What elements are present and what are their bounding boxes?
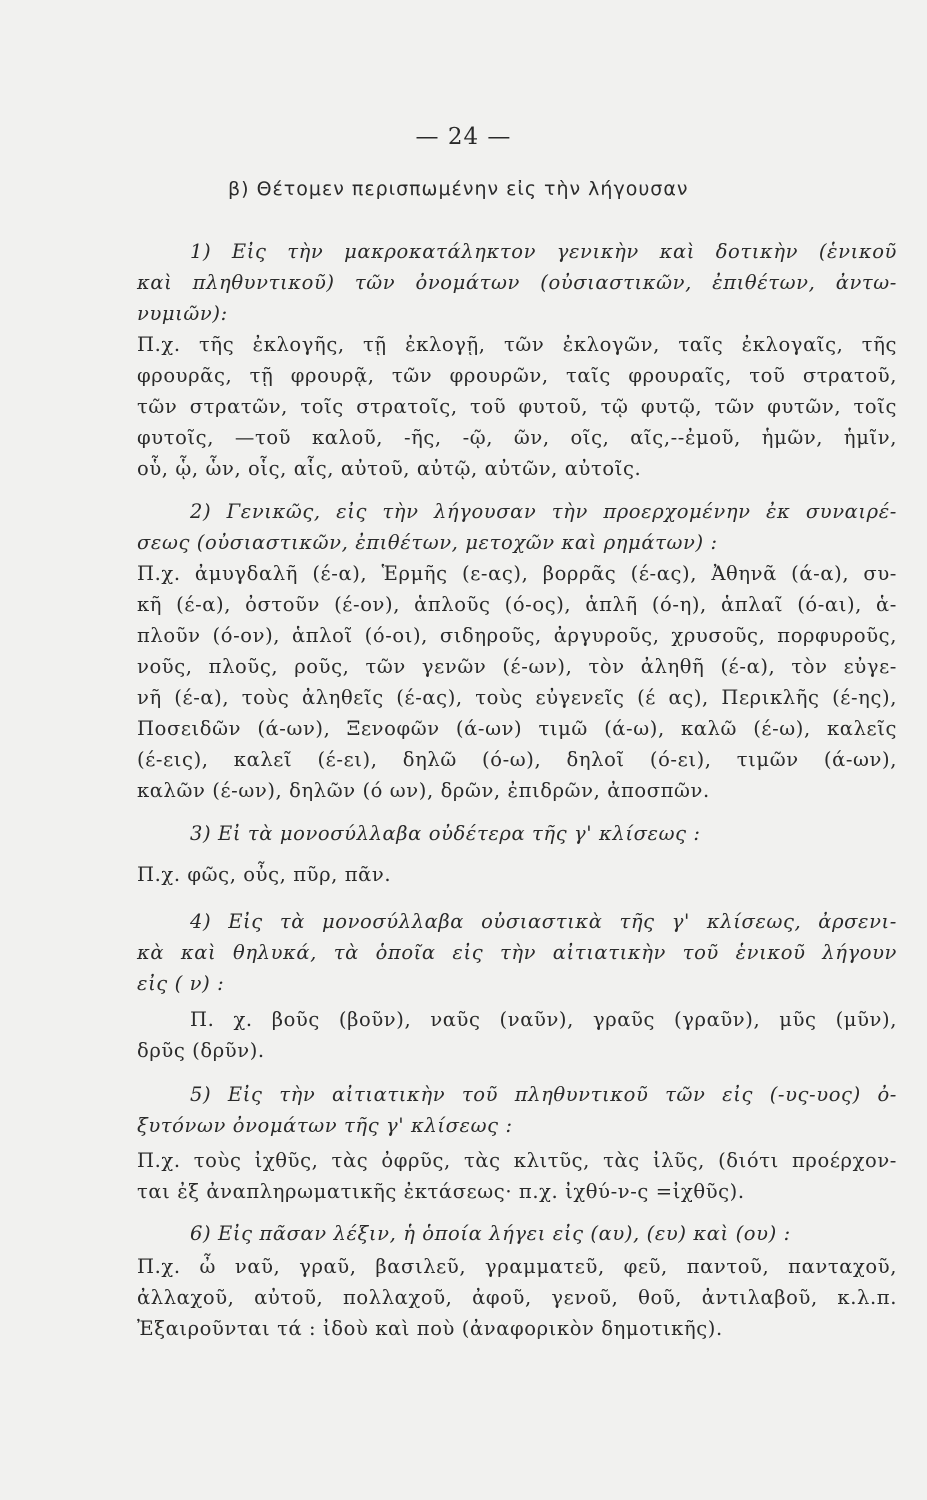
text-line: νῆ (έ-α), τοὺς ἀληθεῖς (έ-ας), τοὺς εὐγενεῖς (έ ας), Περικλῆς (έ-ης), — [137, 686, 897, 709]
text-line: Π.χ. τῆς ἐκλογῆς, τῇ ἐκλογῇ, τῶν ἐκλογῶν, ταῖς ἐκλογαῖς, τῆς — [137, 333, 897, 356]
text-line: 5) Εἰς τὴν αἰτιατικὴν τοῦ πληθυντικοῦ τῶν εἰς (-υς-υος) ὀ- — [190, 1083, 897, 1106]
text-line: κὰ καὶ θηλυκά, τὰ ὁποῖα εἰς τὴν αἰτιατικὴν τοῦ ἑνικοῦ λήγουν — [137, 941, 897, 964]
text-line: εἰς ( ν) : — [137, 972, 225, 995]
text-line: τῶν στρατῶν, τοῖς στρατοῖς, τοῦ φυτοῦ, τῷ φυτῷ, τῶν φυτῶν, τοῖς — [137, 395, 897, 418]
text-line: 2) Γενικῶς, εἰς τὴν λήγουσαν τὴν προερχομένην ἐκ συναιρέ- — [190, 500, 897, 523]
text-line: σεως (οὐσιαστικῶν, ἐπιθέτων, μετοχῶν καὶ ρημάτων) : — [137, 531, 718, 554]
text-line: οὗ, ᾧ, ὧν, οἷς, αἷς, αὐτοῦ, αὐτῷ, αὐτῶν, αὐτοῖς. — [137, 457, 642, 480]
text-line: ται ἐξ ἀναπληρωματικῆς ἐκτάσεως· π.χ. ἰχθύ-ν-ς =ἰχθῦς). — [137, 1180, 745, 1203]
text-line: (έ-εις), καλεῖ (έ-ει), δηλῶ (ό-ω), δηλοῖ (ό-ει), τιμῶν (ά-ων), — [137, 748, 897, 771]
page-number: — 24 — — [415, 124, 512, 150]
text-line: φυτοῖς, —τοῦ καλοῦ, -ῆς, -ῷ, ῶν, οῖς, αῖς,--ἐμοῦ, ἡμῶν, ἡμῖν, — [137, 426, 897, 449]
text-line: 3) Εἰ τὰ μονοσύλλαβα οὐδέτερα τῆς γ' κλίσεως : — [190, 822, 701, 845]
text-line: Π.χ. ὦ ναῦ, γραῦ, βασιλεῦ, γραμματεῦ, φεῦ, παντοῦ, πανταχοῦ, — [137, 1255, 897, 1278]
text-line: νοῦς, πλοῦς, ροῦς, τῶν γενῶν (έ-ων), τὸν ἀληθῆ (έ-α), τὸν εὐγε- — [137, 655, 897, 678]
text-line: Ποσειδῶν (ά-ων), Ξενοφῶν (ά-ων) τιμῶ (ά-ω), καλῶ (έ-ω), καλεῖς — [137, 717, 897, 740]
text-line: Π.χ. ἀμυγδαλῆ (έ-α), Ἑρμῆς (ε-ας), βορρᾶς (έ-ας), Ἀθηνᾶ (ά-α), συ- — [137, 562, 897, 585]
section-heading: β) Θέτομεν περισπωμένην εἰς τὴν λήγουσαν — [228, 178, 689, 200]
text-line: ξυτόνων ὀνομάτων τῆς γ' κλίσεως : — [137, 1114, 513, 1137]
text-line: φρουρᾶς, τῇ φρουρᾷ, τῶν φρουρῶν, ταῖς φρουραῖς, τοῦ στρατοῦ, — [137, 364, 897, 387]
text-line: 1) Εἰς τὴν μακροκατάληκτον γενικὴν καὶ δοτικὴν (ἑνικοῦ — [190, 240, 897, 263]
text-line: Π.χ. τοὺς ἰχθῦς, τὰς ὀφρῦς, τὰς κλιτῦς, τὰς ἰλῦς, (διότι προέρχον- — [137, 1149, 897, 1172]
text-line: Π.χ. φῶς, οὖς, πῦρ, πᾶν. — [137, 863, 392, 886]
text-line: καὶ πληθυντικοῦ) τῶν ὀνομάτων (οὐσιαστικῶν, ἐπιθέτων, ἀντω- — [137, 271, 897, 294]
text-line: ἀλλαχοῦ, αὐτοῦ, πολλαχοῦ, ἀφοῦ, γενοῦ, θοῦ, ἀντιλαβοῦ, κ.λ.π. — [137, 1286, 897, 1309]
text-line: 4) Εἰς τὰ μονοσύλλαβα οὐσιαστικὰ τῆς γ' κλίσεως, ἀρσενι- — [190, 910, 897, 933]
text-line: πλοῦν (ό-ον), ἁπλοῖ (ό-οι), σιδηροῦς, ἀργυροῦς, χρυσοῦς, πορφυροῦς, — [137, 624, 897, 647]
text-line: κῆ (έ-α), ὀστοῦν (έ-ον), ἁπλοῦς (ό-ος), ἁπλῆ (ό-η), ἁπλαῖ (ό-αι), ἁ- — [137, 593, 897, 616]
text-line: καλῶν (έ-ων), δηλῶν (ό ων), δρῶν, ἐπιδρῶν, ἀποσπῶν. — [137, 779, 710, 802]
text-line: Ἐξαιροῦνται τά : ἰδοὺ καὶ ποὺ (ἀναφορικὸν δημοτικῆς). — [137, 1317, 723, 1340]
text-line: δρῦς (δρῦν). — [137, 1039, 265, 1062]
text-line: νυμιῶν): — [137, 302, 228, 325]
text-line: Π. χ. βοῦς (βοῦν), ναῦς (ναῦν), γραῦς (γραῦν), μῦς (μῦν), — [190, 1008, 897, 1031]
text-line: 6) Εἰς πᾶσαν λέξιν, ἡ ὁποία λήγει εἰς (αυ), (ευ) καὶ (ου) : — [190, 1222, 791, 1245]
